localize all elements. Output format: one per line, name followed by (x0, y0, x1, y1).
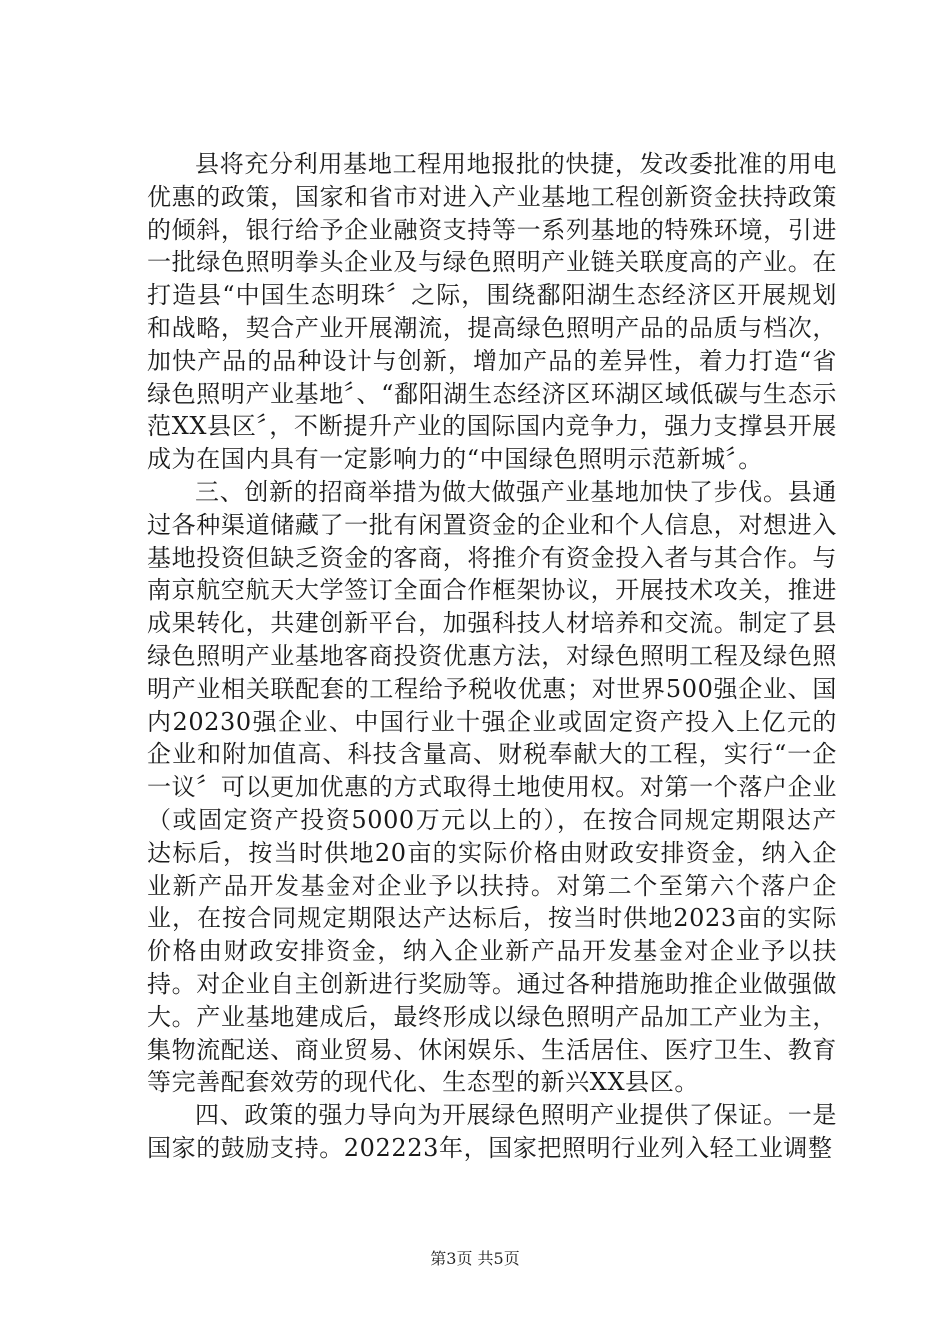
paragraph-policy-guidance: 四、政策的强力导向为开展绿色照明产业提供了保证。一是国家的鼓励支持。202223年，国家把照明行业列入轻工业调整 (147, 1101, 837, 1162)
document-body (147, 148, 837, 1165)
paragraph-investment-measures: 三、创新的招商举措为做大做强产业基地加快了步伐。县通过各种渠道储藏了一批有闲置资金的企业和个人信息，对想进入基地投资但缺乏资金的客商，将推介有资金投入者与其合作。与南京航空航天大学签订全面合作框架协议，开展技术攻关，推进成果转化，共建创新平台，加强科技人材培养和交流。制定了县绿色照明产业基地客商投资优惠方法，对绿色照明工程及绿色照明产业相关联配套的工程给予税收优惠；对世界500强企业、国内20230强企业、中国行业十强企业或固定资产投入上亿元的企业和附加值高、科技含量高、财税奉献大的工程，实行“一企一议〞可以更加优惠的方式取得土地使用权。对第一个落户企业（或固定资产投资5000万元以上的），在按合同规定期限达产达标后，按当时供地20亩的实际价格由财政安排资金，纳入企业新产品开发基金对企业予以扶持。对第二个至第六个落户企业，在按合同规定期限达产达标后，按当时供地2023亩的实际价格由财政安排资金，纳入企业新产品开发基金对企业予以扶持。对企业自主创新进行奖励等。通过各种措施助推企业做强做大。产业基地建成后，最终形成以绿色照明产品加工产业为主，集物流配送、商业贸易、休闲娱乐、生活居住、医疗卫生、教育等完善配套效劳的现代化、生态型的新兴XX县区。 (147, 477, 837, 1097)
page-footer: 第3页 共5页 (430, 1249, 520, 1268)
paragraph-policy-environment: 县将充分利用基地工程用地报批的快捷，发改委批准的用电优惠的政策，国家和省市对进入产业基地工程创新资金扶持政策的倾斜，银行给予企业融资支持等一系列基地的特殊环境，引进一批绿色照明拳头企业及与绿色照明产业链关联度高的产业。在打造县“中国生态明珠〞之际，围绕鄱阳湖生态经济区开展规划和战略，契合产业开展潮流，提高绿色照明产品的品质与档次，加快产品的品种设计与创新，增加产品的差异性，着力打造“省绿色照明产业基地〞、“鄱阳湖生态经济区环湖区域低碳与生态示范XX县区〞，不断提升产业的国际国内竞争力，强力支撑县开展成为在国内具有一定影响力的“中国绿色照明示范新城〞。 (147, 150, 837, 474)
